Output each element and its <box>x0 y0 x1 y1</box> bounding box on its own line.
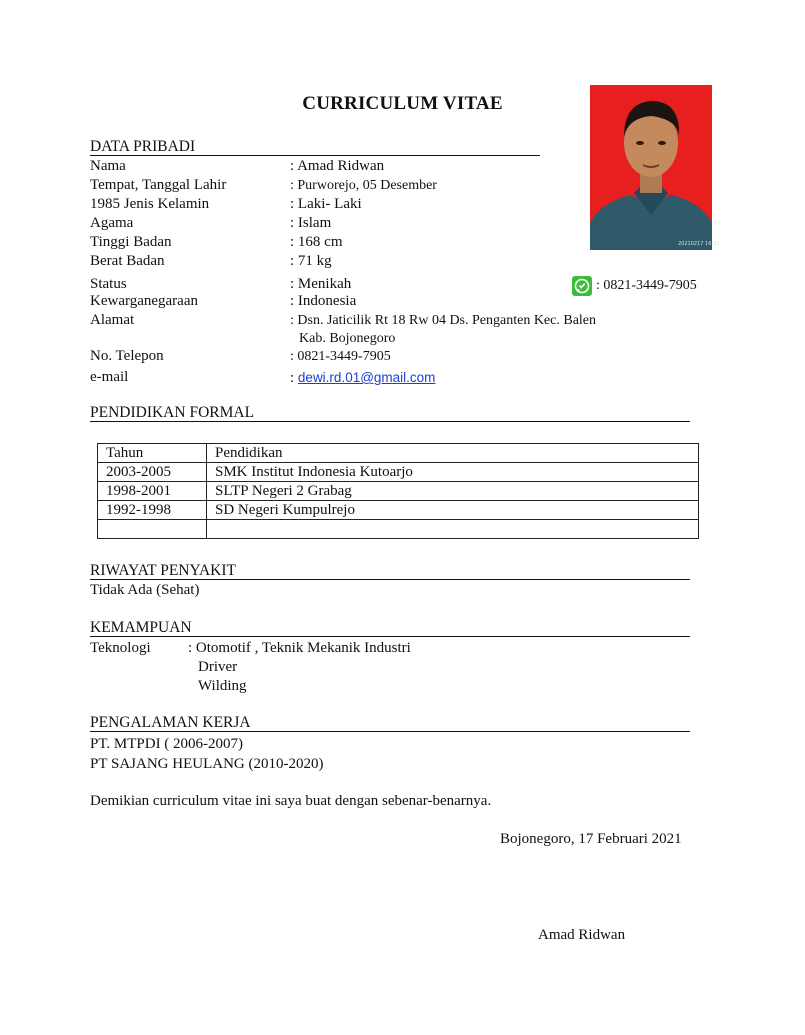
value-nama: : Amad Ridwan <box>290 158 385 174</box>
section-data-pribadi: DATA PRIBADI <box>90 138 540 158</box>
skill-item: Wilding <box>198 678 247 694</box>
value-berat: : 71 kg <box>290 253 332 269</box>
cell-school <box>207 520 699 539</box>
header-tahun: Tahun <box>98 444 207 463</box>
person-portrait <box>590 85 720 250</box>
education-table <box>97 443 699 539</box>
header-pendidikan: Pendidikan <box>207 444 699 463</box>
place-date: Bojonegoro, 17 Februari 2021 <box>500 831 682 847</box>
photo-timestamp: 20210217 16:33 <box>678 241 720 247</box>
table-row <box>98 520 699 539</box>
cell-year <box>98 520 207 539</box>
value-agama: : Islam <box>290 215 332 231</box>
label-agama: Agama <box>90 215 134 231</box>
value-kewarganegaraan: : Indonesia <box>290 293 357 309</box>
table-row <box>98 501 699 520</box>
section-riwayat-penyakit: RIWAYAT PENYAKIT <box>90 562 690 582</box>
label-berat: Berat Badan <box>90 253 165 269</box>
experience-item: PT. MTPDI ( 2006-2007) <box>90 736 244 752</box>
closing-statement: Demikian curriculum vitae ini saya buat dengan sebenar-benarnya. <box>90 793 492 809</box>
experience-item: PT SAJANG HEULANG (2010-2020) <box>90 756 324 772</box>
skill-item: Driver <box>198 659 238 675</box>
page-title: CURRICULUM VITAE <box>302 93 503 114</box>
whatsapp-number: : 0821-3449-7905 <box>596 278 697 293</box>
label-telepon: No. Telepon <box>90 348 164 364</box>
section-pengalaman-kerja: PENGALAMAN KERJA <box>90 714 690 734</box>
section-pendidikan-formal: PENDIDIKAN FORMAL <box>90 404 690 424</box>
value-alamat: : Dsn. Jaticilik Rt 18 Rw 04 Ds. Penganten Kec. Balen <box>290 313 597 328</box>
profile-photo <box>590 85 720 250</box>
label-email: e-mail <box>90 369 129 385</box>
email-prefix: : <box>290 370 298 386</box>
cell-school: SD Negeri Kumpulrejo <box>207 501 699 520</box>
value-telepon: : 0821-3449-7905 <box>290 349 391 364</box>
value-jenis-kelamin: : Laki- Laki <box>290 196 362 212</box>
cell-year: 1992-1998 <box>98 501 207 520</box>
cell-year: 2003-2005 <box>98 463 207 482</box>
email-link[interactable]: dewi.rd.01@gmail.com <box>297 370 436 385</box>
signature-name: Amad Ridwan <box>538 927 626 943</box>
label-jenis-kelamin: 1985 Jenis Kelamin <box>90 196 210 212</box>
value-tinggi: : 168 cm <box>290 234 343 250</box>
table-row <box>98 463 699 482</box>
cell-year: 1998-2001 <box>98 482 207 501</box>
section-kemampuan: KEMAMPUAN <box>90 619 690 639</box>
value-alamat-2: Kab. Bojonegoro <box>299 331 396 346</box>
table-header-row <box>98 444 699 463</box>
cell-school: SLTP Negeri 2 Grabag <box>207 482 699 501</box>
skills-label: Teknologi <box>90 640 151 656</box>
table-row <box>98 482 699 501</box>
label-alamat: Alamat <box>90 312 135 328</box>
label-ttl: Tempat, Tanggal Lahir <box>90 177 227 193</box>
skill-item: : Otomotif , Teknik Mekanik Industri <box>188 640 411 656</box>
health-status: Tidak Ada (Sehat) <box>90 582 200 598</box>
label-nama: Nama <box>90 158 126 174</box>
cell-school: SMK Institut Indonesia Kutoarjo <box>207 463 699 482</box>
label-kewarganegaraan: Kewarganegaraan <box>90 293 198 309</box>
whatsapp-icon <box>572 276 592 296</box>
label-status: Status <box>90 276 127 292</box>
value-status: : Menikah <box>290 276 352 292</box>
label-tinggi: Tinggi Badan <box>90 234 172 250</box>
value-ttl: : Purworejo, 05 Desember <box>290 178 437 193</box>
